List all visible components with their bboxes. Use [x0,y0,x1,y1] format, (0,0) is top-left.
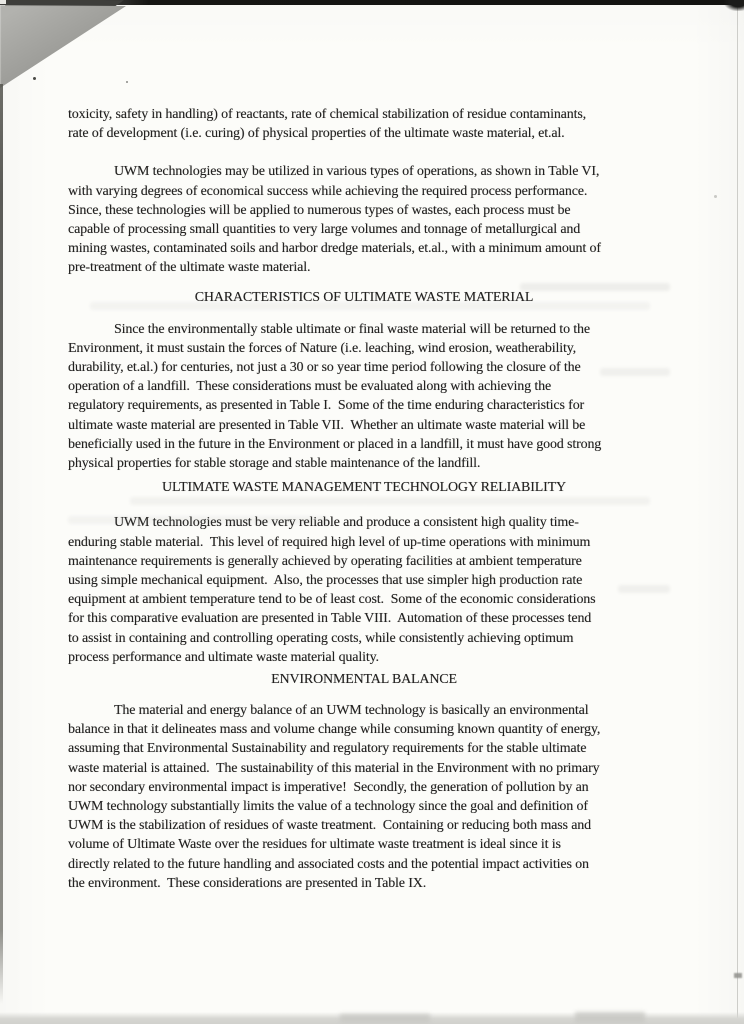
text-line: directly related to the future handling and associated costs and the potential impact activities on [68,856,589,872]
text-line: assuming that Environmental Sustainability and regulatory requirements for the stable ultimate [68,741,587,757]
text-line: operation of a landfill. These considerations must be evaluated along with achieving the [68,379,552,395]
text-line: maintenance requirements is generally achieved by operating facilities at ambient temperature [68,553,582,569]
text-line: mining wastes, contaminated soils and harbor dredge materials, et.al., with a minimum amount of [68,241,601,257]
scan-corner-fold [0,5,132,91]
scan-right-edge-dash [734,973,742,978]
section-heading: CHARACTERISTICS OF ULTIMATE WASTE MATERIAL [194,289,534,305]
text-line: toxicity, safety in handling) of reactants, rate of chemical stabilization of residue contaminants, [68,107,587,122]
text-line: UWM technologies must be very reliable and produce a consistent high quality time- [114,515,579,531]
paragraph [68,162,660,277]
text-line: enduring stable material. This level of required high level of up-time operations with minimum [68,534,591,550]
text-line: using simple mechanical equipment. Also, the processes that use simpler high production rate [68,572,583,588]
paragraph [68,513,660,667]
text-line: with varying degrees of economical success while achieving the required process performance. [68,183,588,199]
scan-speck [126,81,128,83]
paragraph [68,701,660,893]
text-line: Environment, it must sustain the forces of Nature (i.e. leaching, wind erosion, weatherability, [68,340,577,356]
text-line: UWM technologies may be utilized in various types of operations, as shown in Table VI, [114,164,600,180]
bleed-through-smudge [90,302,650,310]
paragraph [68,320,660,474]
text-line: for this comparative evaluation are presented in Table VIII. Automation of these processes tend [68,611,592,627]
text-line: the environment. These considerations are presented in Table IX. [68,875,427,891]
text-line: capable of processing small quantities to very large volumes and tonnage of metallurgical and [68,221,581,237]
bleed-through-smudge [68,516,328,524]
scan-right-corner-mark [724,0,744,11]
scan-bottom-smudge [575,1012,645,1023]
text-line: durability, et.al.) for centuries, not just a 30 or so year time period following the closure of the [68,360,581,376]
scan-top-left-notch [0,0,6,4]
section-heading: ULTIMATE WASTE MANAGEMENT TECHNOLOGY RELIABILITY [162,480,566,496]
bleed-through-smudge [520,283,670,291]
section-heading: ENVIRONMENTAL BALANCE [271,671,457,687]
text-line: waste material is attained. The sustainability of this material in the Environment with no primary [68,760,600,776]
scan-left-edge [0,84,3,1004]
text-line: beneficially used in the future in the Environment or placed in a landfill, it must have good strong [68,436,602,452]
text-line: pre-treatment of the ultimate waste material. [68,260,311,276]
text-line: regulatory requirements, as presented in Table I. Some of the time enduring characteristics for [68,398,585,414]
scan-right-edge-line [737,5,738,1018]
text-line: Since, these technologies will be applied to numerous types of wastes, each process must be [68,202,571,218]
scan-speck [33,77,36,80]
scan-speck [714,195,717,198]
bleed-through-smudge [618,585,670,593]
text-line: process performance and ultimate waste material quality. [68,649,379,665]
text-line: Since the environmentally stable ultimate or final waste material will be returned to the [114,321,590,337]
bleed-through-smudge [600,368,670,376]
text-line: UWM technology substantially limits the value of a technology since the goal and definition of [68,799,588,814]
paragraph [68,105,660,143]
text-line: equipment at ambient temperature tend to be of least cost. Some of the economic considerations [68,592,596,608]
text-line: The material and energy balance of an UWM technology is basically an environmental [114,703,589,719]
bleed-through-smudge [130,497,650,505]
scan-bottom-smudge [340,1014,430,1023]
text-line: UWM is the stabilization of residues of waste treatment. Containing or reducing both mass and [68,818,591,834]
text-line: to assist in containing and controlling operating costs, while consistently achieving optimum [68,630,574,646]
text-line: balance in that it delineates mass and volume change while consuming known quantity of energy, [68,722,601,738]
text-line: volume of Ultimate Waste over the residues for ultimate waste treatment is ideal since it is [68,837,561,853]
text-line: ultimate waste material are presented in Table VII. Whether an ultimate waste material will be [68,417,586,433]
text-line: nor secondary environmental impact is imperative! Secondly, the generation of pollution by an [68,779,589,795]
text-line: physical properties for stable storage and stable maintenance of the landfill. [68,456,481,471]
text-line: rate of development (i.e. curing) of physical properties of the ultimate waste material, et.al. [68,126,565,142]
